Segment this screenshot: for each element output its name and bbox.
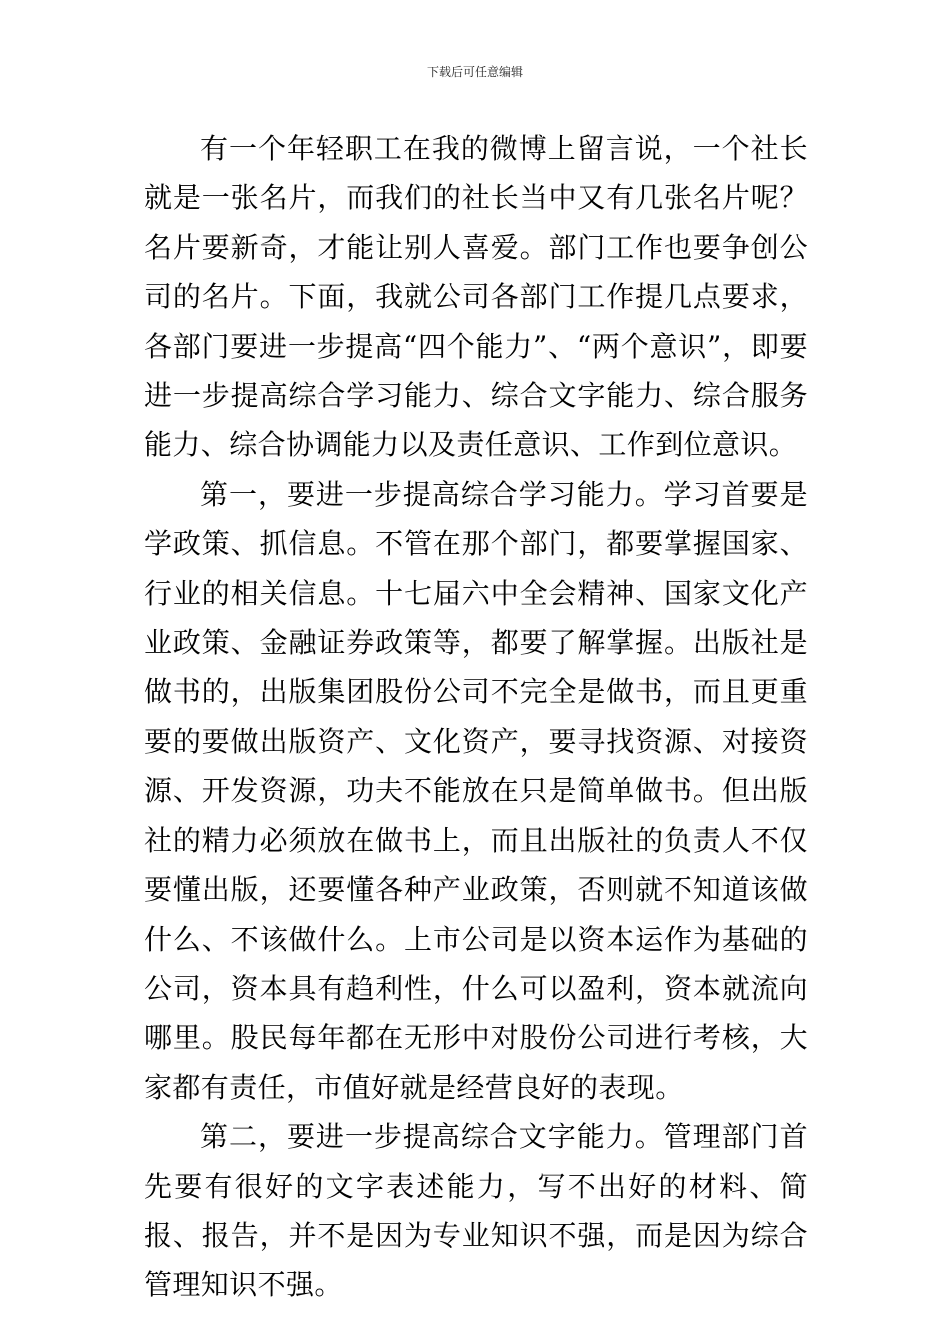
paragraph-first-point: 第一，要进一步提高综合学习能力。学习首要是学政策、抓信息。不管在那个部门，都要掌握国家、行业的相关信息。十七届六中全会精神、国家文化产业政策、金融证券政策等，都要了解掌握。出版社是做书的，出版集团股份公司不完全是做书，而且更重要的要做出版资产、文化资产，要寻找资源、对接资源、开发资源，功夫不能放在只是简单做书。但出版社的精力必须放在做书上，而且出版社的负责人不仅要懂出版，还要懂各种产业政策，否则就不知道该做什么、不该做什么。上市公司是以资本运作为基础的公司，资本具有趋利性，什么可以盈利，资本就流向哪里。股民每年都在无形中对股份公司进行考核，大家都有责任，市值好就是经营良好的表现。: [144, 477, 808, 1104]
page-header: 下载后可任意编辑: [426, 65, 523, 79]
paragraph-second-point: 第二，要进一步提高综合文字能力。管理部门首先要有很好的文字表述能力，写不出好的材料、简报、报告，并不是因为专业知识不强，而是因为综合管理知识不强。: [144, 1120, 808, 1302]
paragraph-intro: 有一个年轻职工在我的微博上留言说，一个社长就是一张名片，而我们的社长当中又有几张名片呢？名片要新奇，才能让别人喜爱。部门工作也要争创公司的名片。下面，我就公司各部门工作提几点要求，各部门要进一步提高“四个能力”、“两个意识”，即要进一步提高综合学习能力、综合文字能力、综合服务能力、综合协调能力以及责任意识、工作到位意识。: [144, 132, 808, 462]
document-body: [144, 124, 808, 1310]
